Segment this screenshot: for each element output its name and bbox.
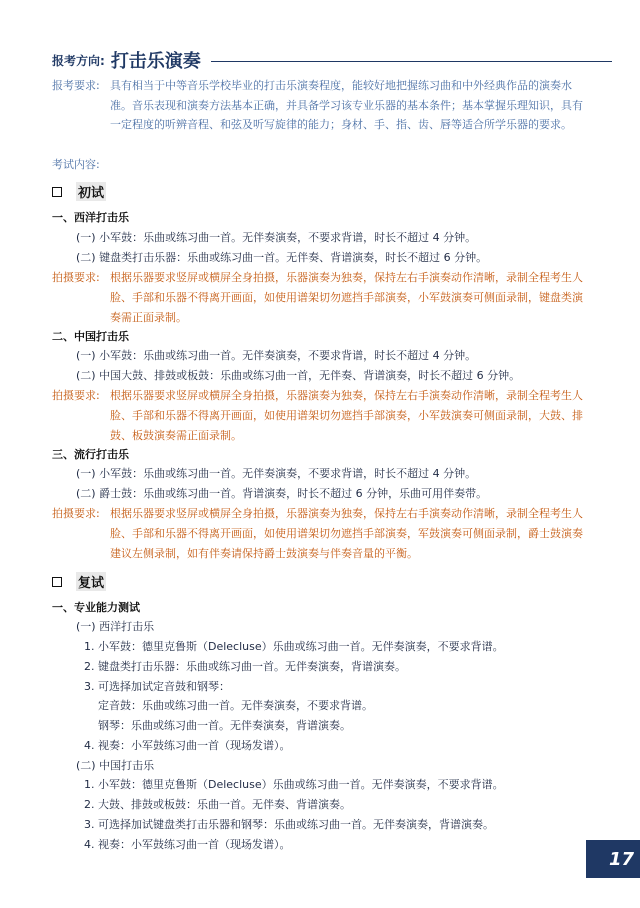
photo-text: 根据乐器要求竖屏或横屏全身拍摄，乐器演奏为独奏，保持左右手演奏动作清晰，录制全程考生人脸、手部和乐器不得离开画面，如使用谱架切勿遮挡手部演奏，军鼓演奏可侧面录制，爵士鼓演奏建议左侧录制，如有伴奏请保持爵士鼓演奏与伴奏音量的平衡。 [110, 507, 583, 560]
retest-chinese-item: 3. 可选择加试键盘类打击乐器和钢琴：乐曲或练习曲一首。无伴奏演奏，背谱演奏。 [84, 818, 494, 831]
retest-chinese-item: 2. 大鼓、排鼓或板鼓：乐曲一首。无伴奏、背谱演奏。 [84, 798, 351, 811]
requirements-label: 报考要求: [52, 79, 100, 92]
page-number: 17 [586, 840, 640, 878]
photo-label: 拍摄要求: [52, 507, 100, 520]
retest-western-title: (一) 西洋打击乐 [76, 620, 155, 633]
chinese-item-2: (二) 中国大鼓、排鼓或板鼓：乐曲或练习曲一首，无伴奏、背谱演奏，时长不超过 6 分钟。 [76, 369, 521, 382]
retest-western-subitem: 钢琴：乐曲或练习曲一首。无伴奏演奏，背谱演奏。 [98, 719, 351, 732]
prelim-heading-text: 初试 [76, 182, 106, 201]
photo-label: 拍摄要求: [52, 271, 100, 284]
retest-western-subitem: 定音鼓：乐曲或练习曲一首。无伴奏演奏，不要求背谱。 [98, 699, 373, 712]
retest-heading [52, 572, 106, 591]
retest-western-item: 4. 视奏：小军鼓练习曲一首（现场发谱）。 [84, 739, 291, 752]
retest-chinese-item: 4. 视奏：小军鼓练习曲一首（现场发谱）。 [84, 838, 291, 851]
exam-content-label: 考试内容: [52, 158, 100, 171]
retest-western-item: 1. 小军鼓：德里克鲁斯（Delecluse）乐曲或练习曲一首。无伴奏演奏，不要求背谱。 [84, 640, 504, 653]
chinese-percussion-title: 二、中国打击乐 [52, 330, 129, 343]
professional-test-title: 一、专业能力测试 [52, 601, 140, 614]
popular-item-2: (二) 爵士鼓：乐曲或练习曲一首。背谱演奏，时长不超过 6 分钟，乐曲可用伴奏带。 [76, 487, 488, 500]
requirements-text: 具有相当于中等音乐学校毕业的打击乐演奏程度，能较好地把握练习曲和中外经典作品的演奏水准。音乐表现和演奏方法基本正确，并具备学习该专业乐器的基本条件；基本掌握乐理知识，具有一定程度的听辨音程、和弦及听写旋律的能力；身材、手、指、齿、唇等适合所学乐器的要求。 [110, 79, 583, 131]
western-item-2: (二) 键盘类打击乐器：乐曲或练习曲一首。无伴奏、背谱演奏，时长不超过 6 分钟。 [76, 251, 488, 264]
retest-western-item: 3. 可选择加试定音鼓和钢琴： [84, 680, 230, 693]
chinese-item-1: (一) 小军鼓：乐曲或练习曲一首。无伴奏演奏，不要求背谱，时长不超过 4 分钟。 [76, 349, 477, 362]
checkbox-square-icon [52, 577, 62, 587]
page-header [52, 48, 612, 72]
direction-label: 报考方向: [52, 53, 105, 68]
retest-chinese-item: 1. 小军鼓：德里克鲁斯（Delecluse）乐曲或练习曲一首。无伴奏演奏，不要求背谱。 [84, 778, 504, 791]
photo-text: 根据乐器要求竖屏或横屏全身拍摄，乐器演奏为独奏，保持左右手演奏动作清晰，录制全程考生人脸、手部和乐器不得离开画面，如使用谱架切勿遮挡手部演奏，小军鼓演奏可侧面录制，大鼓、排鼓、板鼓演奏需正面录制。 [110, 389, 583, 442]
western-item-1: (一) 小军鼓：乐曲或练习曲一首。无伴奏演奏，不要求背谱，时长不超过 4 分钟。 [76, 231, 477, 244]
popular-percussion-title: 三、流行打击乐 [52, 448, 129, 461]
retest-western-item: 2. 键盘类打击乐器：乐曲或练习曲一首。无伴奏演奏，背谱演奏。 [84, 660, 406, 673]
popular-item-1: (一) 小军鼓：乐曲或练习曲一首。无伴奏演奏，不要求背谱，时长不超过 4 分钟。 [76, 467, 477, 480]
retest-heading-text: 复试 [76, 572, 106, 591]
western-percussion-title: 一、西洋打击乐 [52, 211, 129, 224]
photo-text: 根据乐器要求竖屏或横屏全身拍摄，乐器演奏为独奏，保持左右手演奏动作清晰，录制全程考生人脸、手部和乐器不得离开画面，如使用谱架切勿遮挡手部演奏，小军鼓演奏可侧面录制，键盘类演奏需正面录制。 [110, 271, 583, 324]
prelim-heading [52, 182, 106, 201]
header-rule [211, 61, 612, 62]
requirements-block [52, 76, 592, 135]
chinese-photo-requirements [52, 386, 592, 446]
popular-photo-requirements [52, 504, 592, 564]
checkbox-square-icon [52, 187, 62, 197]
retest-chinese-title: (二) 中国打击乐 [76, 759, 155, 772]
western-photo-requirements [52, 268, 592, 328]
page-title: 打击乐演奏 [110, 51, 201, 72]
photo-label: 拍摄要求: [52, 389, 100, 402]
